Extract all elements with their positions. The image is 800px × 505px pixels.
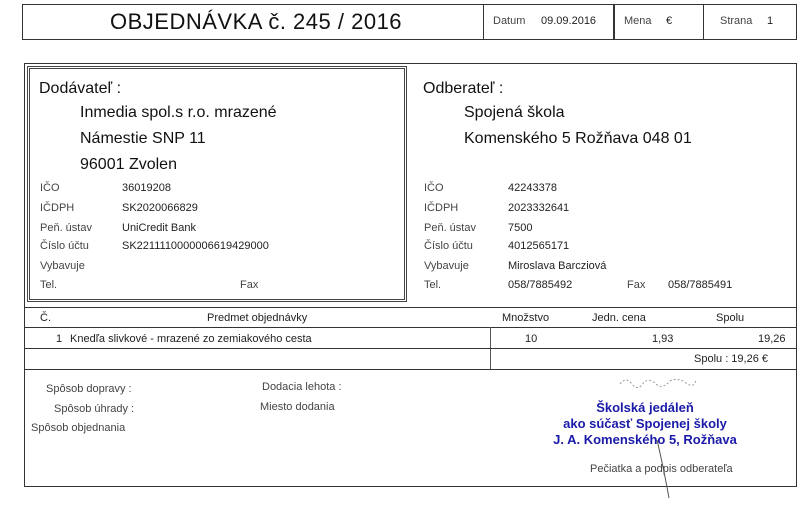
customer-name: Spojená škola — [464, 104, 565, 121]
stamp-line-1: Školská jedáleň — [596, 400, 694, 415]
item-row-qty: 10 — [525, 333, 538, 345]
customer-tel-label: Tel. — [424, 279, 442, 291]
table-top-rule — [25, 307, 796, 308]
supplier-icdph-label: IČDPH — [40, 202, 75, 214]
item-row-no: 1 — [56, 333, 63, 345]
stamp-line-2: ako súčasť Spojenej školy — [563, 416, 727, 431]
col-header-total: Spolu — [716, 312, 745, 324]
supplier-ico-label: IČO — [40, 182, 60, 194]
customer-fax-value: 058/7885491 — [668, 279, 733, 291]
col-header-unit-price: Jedn. cena — [592, 312, 646, 324]
supplier-contact-label: Vybavuje — [40, 260, 85, 272]
currency-label: Mena — [624, 15, 652, 27]
supplier-tel-label: Tel. — [40, 279, 58, 291]
supplier-street: Námestie SNP 11 — [80, 130, 206, 147]
col-header-qty: Množstvo — [502, 312, 550, 324]
customer-heading: Odberateľ : — [423, 80, 504, 97]
supplier-fax-label: Fax — [240, 279, 259, 291]
customer-bank-value: 7500 — [508, 222, 533, 234]
supplier-city: 96001 Zvolen — [80, 156, 177, 173]
customer-icdph-value: 2023332641 — [508, 202, 570, 214]
col-header-subject: Predmet objednávky — [207, 312, 308, 324]
signature-scribble — [618, 372, 698, 392]
customer-tel-value: 058/7885492 — [508, 279, 573, 291]
supplier-account-label: Číslo účtu — [40, 240, 89, 252]
delivery-term-label: Dodacia lehota : — [262, 381, 342, 393]
date-value: 09.09.2016 — [541, 15, 597, 27]
delivery-place-label: Miesto dodania — [260, 401, 335, 413]
col-header-no: Č. — [40, 312, 51, 324]
supplier-account-value: SK2211110000006619429000 — [122, 240, 269, 252]
item-row-subject: Knedľa slivkové - mrazené zo zemiakového cesta — [70, 333, 312, 345]
payment-method-label: Spôsob úhrady : — [54, 403, 135, 415]
customer-ico-value: 42243378 — [508, 182, 557, 194]
customer-bank-label: Peň. ústav — [424, 222, 476, 234]
page-label: Strana — [720, 15, 753, 27]
supplier-bank-value: UniCredit Bank — [122, 222, 196, 234]
delivery-method-label: Spôsob dopravy : — [46, 383, 132, 395]
supplier-name: Inmedia spol.s r.o. mrazené — [80, 104, 277, 121]
supplier-icdph-value: SK2020066829 — [122, 202, 198, 214]
item-row-total: 19,26 — [758, 333, 786, 345]
page-value: 1 — [767, 15, 774, 27]
sum-total: Spolu : 19,26 € — [694, 353, 769, 365]
customer-fax-label: Fax — [627, 279, 646, 291]
table-bottom-rule — [25, 369, 796, 370]
currency-value: € — [666, 15, 673, 27]
item-row-unit-price: 1,93 — [652, 333, 674, 345]
supplier-bank-label: Peň. ústav — [40, 222, 92, 234]
supplier-ico-value: 36019208 — [122, 182, 171, 194]
order-method-label: Spôsob objednania — [31, 422, 126, 434]
customer-contact-label: Vybavuje — [424, 260, 469, 272]
document-title: OBJEDNÁVKA č. 245 / 2016 — [110, 9, 403, 34]
stamp-line-3: J. A. Komenského 5, Rožňava — [553, 432, 737, 447]
customer-contact-value: Miroslava Barcziová — [508, 260, 607, 272]
customer-account-value: 4012565171 — [508, 240, 570, 252]
signature-label: Pečiatka a podpis odberateľa — [590, 463, 733, 475]
customer-account-label: Číslo účtu — [424, 240, 473, 252]
date-label: Datum — [493, 15, 526, 27]
table-row-rule — [25, 348, 796, 349]
customer-icdph-label: IČDPH — [424, 202, 459, 214]
supplier-heading: Dodávateľ : — [39, 80, 122, 97]
table-header-rule — [25, 327, 796, 328]
customer-ico-label: IČO — [424, 182, 444, 194]
customer-address: Komenského 5 Rožňava 048 01 — [464, 130, 692, 147]
